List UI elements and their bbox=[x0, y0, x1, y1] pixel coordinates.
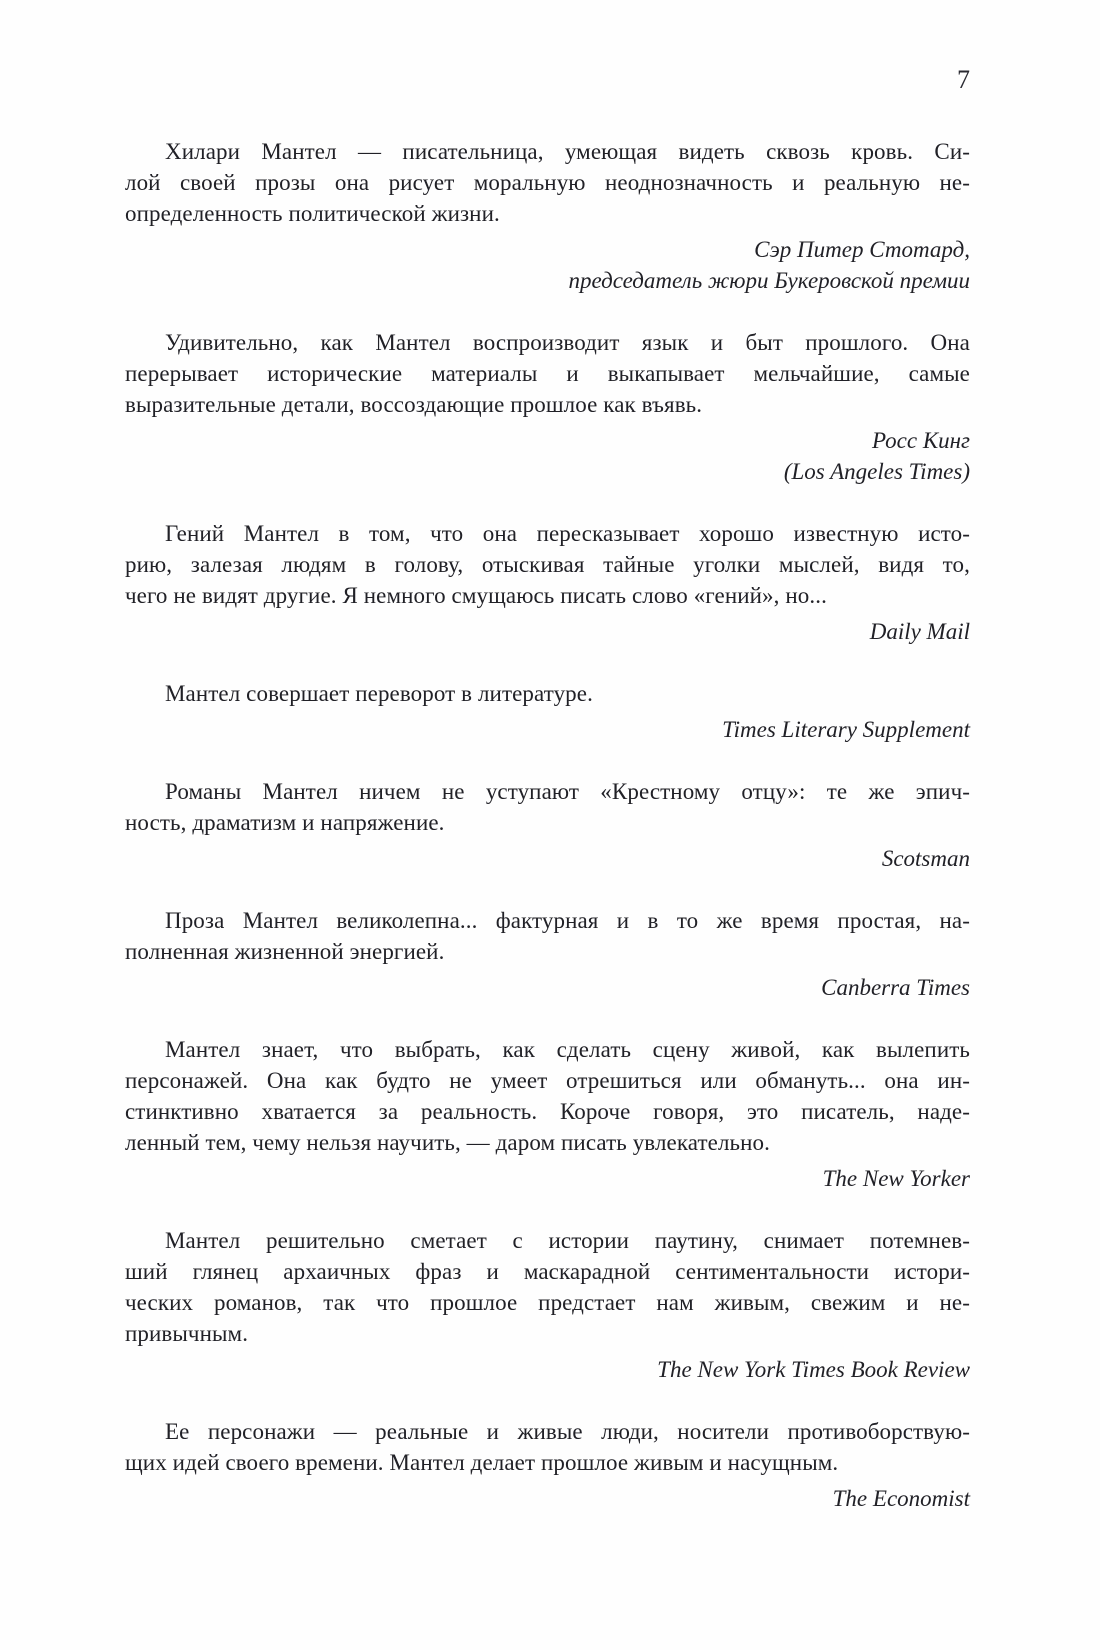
quote-attribution bbox=[125, 1354, 970, 1385]
quote-text-line: щих идей своего времени. Мантел делает прошлое живым и насущным. bbox=[125, 1450, 839, 1475]
quote-text-line: Мантел решительно сметает с истории паутину, снимает потемнев- bbox=[165, 1228, 970, 1253]
review-quote bbox=[125, 327, 970, 487]
quote-text-line: Мантел знает, что выбрать, как сделать сцену живой, как вылепить bbox=[165, 1037, 970, 1062]
review-quote bbox=[125, 678, 970, 745]
quote-text bbox=[125, 1416, 970, 1478]
quote-text-line: полненная жизненной энергией. bbox=[125, 939, 445, 964]
page-number: 7 bbox=[957, 65, 970, 94]
quote-text-line: лой своей прозы она рисует моральную неоднозначность и реальную не- bbox=[125, 170, 970, 195]
quote-text-line: ший глянец архаичных фраз и маскарадной сентиментальности истори- bbox=[125, 1259, 970, 1284]
quote-text bbox=[125, 136, 970, 229]
quote-attribution bbox=[125, 843, 970, 874]
quote-attribution bbox=[125, 425, 970, 487]
quote-attribution bbox=[125, 1483, 970, 1514]
quote-attribution-line: The New York Times Book Review bbox=[657, 1357, 970, 1382]
quote-attribution-line: Daily Mail bbox=[869, 619, 970, 644]
quote-attribution-line: The New Yorker bbox=[822, 1166, 970, 1191]
quote-text bbox=[125, 1225, 970, 1349]
review-quote bbox=[125, 776, 970, 874]
quote-text-line: привычным. bbox=[125, 1321, 249, 1346]
quotes-list bbox=[125, 136, 970, 1545]
review-quote bbox=[125, 518, 970, 647]
quote-text bbox=[125, 776, 970, 838]
quote-text-line: перерывает исторические материалы и выкапывает мельчайшие, самые bbox=[125, 361, 970, 386]
quote-text-line: Хилари Мантел — писательница, умеющая видеть сквозь кровь. Си- bbox=[165, 139, 970, 164]
review-quote bbox=[125, 1416, 970, 1514]
quote-text-line: рию, залезая людям в голову, отыскивая тайные уголки мыслей, видя то, bbox=[125, 552, 970, 577]
quote-text-line: Проза Мантел великолепна... фактурная и в то же время простая, на- bbox=[165, 908, 970, 933]
quote-text-line: определенность политической жизни. bbox=[125, 201, 500, 226]
quote-text bbox=[125, 518, 970, 611]
review-quote bbox=[125, 136, 970, 296]
quote-text-line: стинктивно хватается за реальность. Короче говоря, это писатель, наде- bbox=[125, 1099, 970, 1124]
quote-text bbox=[125, 905, 970, 967]
quote-attribution bbox=[125, 972, 970, 1003]
quote-text-line: Гений Мантел в том, что она пересказывает хорошо известную исто- bbox=[165, 521, 970, 546]
quote-text-line: Удивительно, как Мантел воспроизводит язык и быт прошлого. Она bbox=[165, 330, 970, 355]
quote-text bbox=[125, 678, 970, 709]
review-quote bbox=[125, 905, 970, 1003]
quote-text-line: ность, драматизм и напряжение. bbox=[125, 810, 445, 835]
quote-text-line: ленный тем, чему нельзя научить, — даром писать увлекательно. bbox=[125, 1130, 770, 1155]
review-quote bbox=[125, 1034, 970, 1194]
quote-text-line: Романы Мантел ничем не уступают «Крестному отцу»: те же эпич- bbox=[165, 779, 970, 804]
quote-attribution-line: Росс Кинг bbox=[871, 428, 970, 453]
quote-attribution-line: Canberra Times bbox=[821, 975, 970, 1000]
review-quote bbox=[125, 1225, 970, 1385]
quote-text-line: Мантел совершает переворот в литературе. bbox=[165, 681, 593, 706]
quote-attribution bbox=[125, 1163, 970, 1194]
quote-attribution bbox=[125, 714, 970, 745]
quote-text-line: Ее персонажи — реальные и живые люди, носители противоборствую- bbox=[165, 1419, 970, 1444]
quote-attribution-line: (Los Angeles Times) bbox=[783, 459, 970, 484]
quote-text-line: персонажей. Она как будто не умеет отрешиться или обмануть... она ин- bbox=[125, 1068, 970, 1093]
quote-text-line: выразительные детали, воссоздающие прошлое как въявь. bbox=[125, 392, 703, 417]
quote-attribution-line: Сэр Питер Стотард, bbox=[754, 237, 970, 262]
quote-text-line: ческих романов, так что прошлое предстает нам живым, свежим и не- bbox=[125, 1290, 970, 1315]
quote-text bbox=[125, 327, 970, 420]
quote-text-line: чего не видят другие. Я немного смущаюсь писать слово «гений», но... bbox=[125, 583, 827, 608]
quote-attribution-line: председатель жюри Букеровской премии bbox=[568, 268, 970, 293]
quote-text bbox=[125, 1034, 970, 1158]
quote-attribution-line: Scotsman bbox=[881, 846, 970, 871]
quote-attribution bbox=[125, 234, 970, 296]
quote-attribution-line: The Economist bbox=[832, 1486, 970, 1511]
quote-attribution-line: Times Literary Supplement bbox=[722, 717, 970, 742]
quote-attribution bbox=[125, 616, 970, 647]
